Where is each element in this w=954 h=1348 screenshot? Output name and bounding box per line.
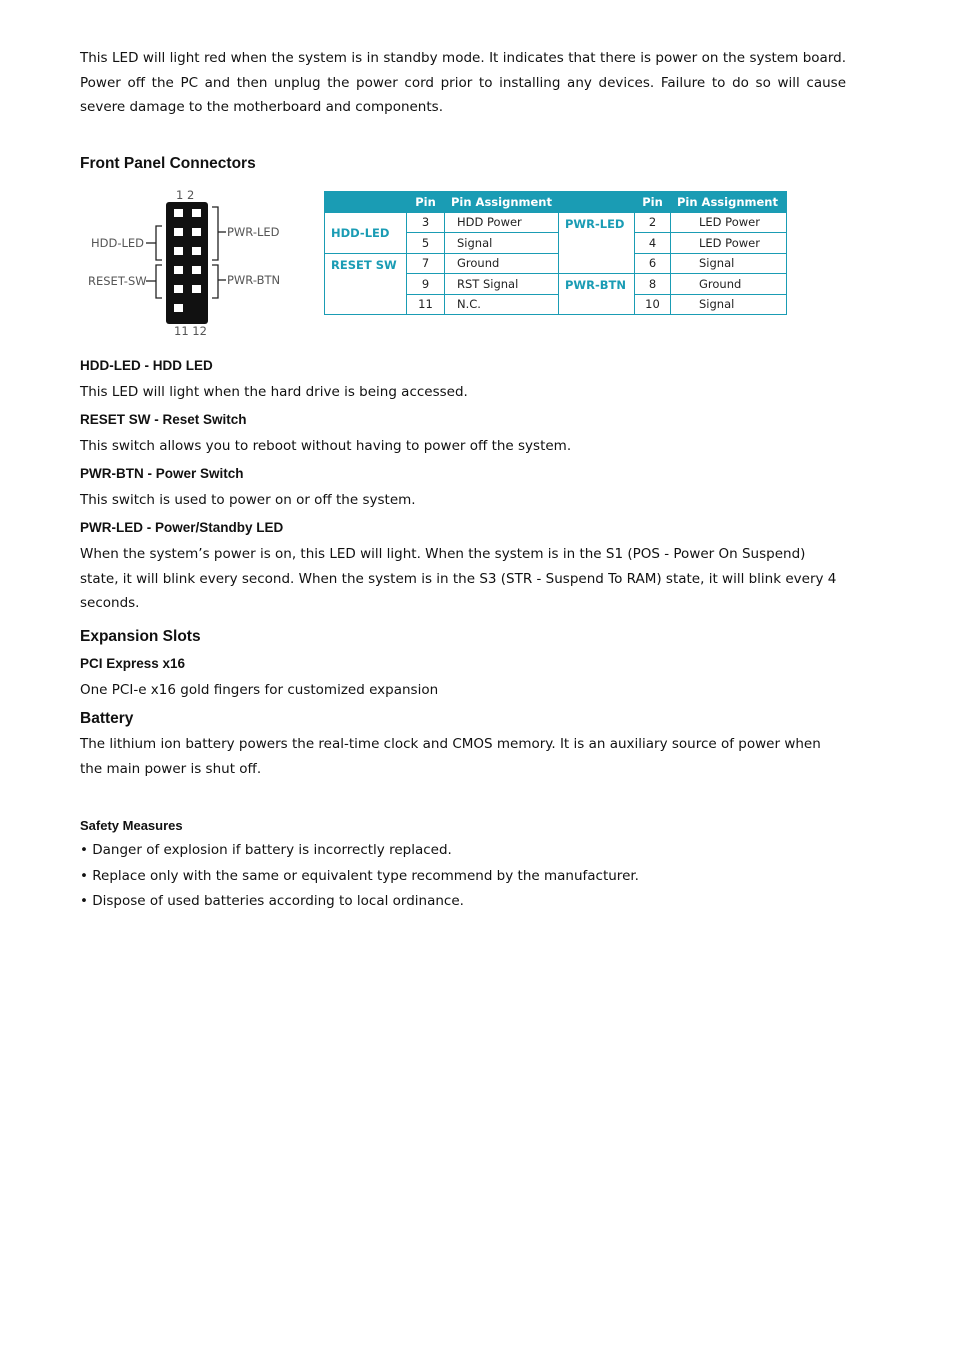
list-item: • Danger of explosion if battery is incorrectly replaced. xyxy=(80,842,452,858)
assignment-cell: LED Power xyxy=(671,233,787,254)
group-cell: PWR-BTN xyxy=(559,274,635,315)
pin-cell: 7 xyxy=(407,253,445,274)
reset-sw-heading: RESET SW - Reset Switch xyxy=(80,412,247,427)
pcie-text: One PCI-e x16 gold fingers for customized expansion xyxy=(80,682,439,698)
table-row xyxy=(325,253,787,274)
pin-cell: 5 xyxy=(407,233,445,254)
assignment-cell: Signal xyxy=(445,233,559,254)
header-cell: Pin Assignment xyxy=(671,192,787,213)
pin-cell: 2 xyxy=(635,212,671,233)
diagram-pin-top-label: 1 2 xyxy=(176,188,195,202)
safety-list xyxy=(80,838,846,915)
table-header-row xyxy=(325,192,787,213)
pin-assignment-table xyxy=(324,191,787,315)
pin-cell: 8 xyxy=(635,274,671,295)
list-item: • Replace only with the same or equivalent type recommend by the manufacturer. xyxy=(80,867,639,884)
expansion-slots-heading: Expansion Slots xyxy=(80,628,201,645)
header-cell xyxy=(559,192,635,213)
group-cell: HDD-LED xyxy=(325,212,407,253)
connector-body xyxy=(166,202,208,324)
group-cell: PWR-LED xyxy=(559,212,635,274)
assignment-cell: RST Signal xyxy=(445,274,559,295)
pin-cell: 10 xyxy=(635,294,671,315)
assignment-cell: Signal xyxy=(671,253,787,274)
pin-cell: 4 xyxy=(635,233,671,254)
assignment-cell: N.C. xyxy=(445,294,559,315)
pwr-btn-text: This switch is used to power on or off the system. xyxy=(80,492,416,508)
front-panel-heading: Front Panel Connectors xyxy=(80,155,256,172)
pwr-led-text: When the system’s power is on, this LED will light. When the system is in the S1 (POS - Power On Suspend) state, it will blink every second. When the system is in the S3 (STR - Suspend To RAM) state, it will blink every 4 seconds. xyxy=(80,546,837,611)
assignment-cell: HDD Power xyxy=(445,212,559,233)
intro-paragraph: This LED will light red when the system is in standby mode. It indicates that there is power on the system board. Power off the PC and then unplug the power cord prior to installing any devices. Failure to do so will cause severe damage to the motherboard and components. xyxy=(80,50,846,115)
table-row xyxy=(325,212,787,233)
assignment-cell: LED Power xyxy=(671,212,787,233)
diagram-label-pwr-btn: PWR-BTN xyxy=(227,273,281,287)
hdd-led-heading: HDD-LED - HDD LED xyxy=(80,358,213,373)
pin-cell: 9 xyxy=(407,274,445,295)
header-cell: Pin xyxy=(407,192,445,213)
battery-text: The lithium ion battery powers the real-time clock and CMOS memory. It is an auxiliary source of power when the main power is shut off. xyxy=(80,736,821,777)
pcie-heading: PCI Express x16 xyxy=(80,656,186,671)
safety-measures-heading: Safety Measures xyxy=(80,818,183,833)
pin-cell: 3 xyxy=(407,212,445,233)
assignment-cell: Ground xyxy=(671,274,787,295)
front-panel-connector-diagram xyxy=(84,186,294,338)
diagram-label-reset-sw: RESET-SW xyxy=(88,274,147,288)
list-item: • Dispose of used batteries according to local ordinance. xyxy=(80,893,464,909)
pwr-led-heading: PWR-LED - Power/Standby LED xyxy=(80,520,284,535)
header-cell: Pin Assignment xyxy=(445,192,559,213)
assignment-cell: Signal xyxy=(671,294,787,315)
diagram-pin-bottom-label: 11 12 xyxy=(174,324,207,338)
assignment-cell: Ground xyxy=(445,253,559,274)
hdd-led-text: This LED will light when the hard drive is being accessed. xyxy=(80,384,468,400)
pwr-btn-heading: PWR-BTN - Power Switch xyxy=(80,466,244,481)
pin-cell: 11 xyxy=(407,294,445,315)
pin-cell: 6 xyxy=(635,253,671,274)
battery-heading: Battery xyxy=(80,710,134,727)
group-cell: RESET SW xyxy=(325,253,407,315)
diagram-label-hdd-led: HDD-LED xyxy=(91,236,145,250)
reset-sw-text: This switch allows you to reboot without having to power off the system. xyxy=(80,438,572,454)
header-cell: Pin xyxy=(635,192,671,213)
diagram-label-pwr-led: PWR-LED xyxy=(227,225,280,239)
header-cell xyxy=(325,192,407,213)
